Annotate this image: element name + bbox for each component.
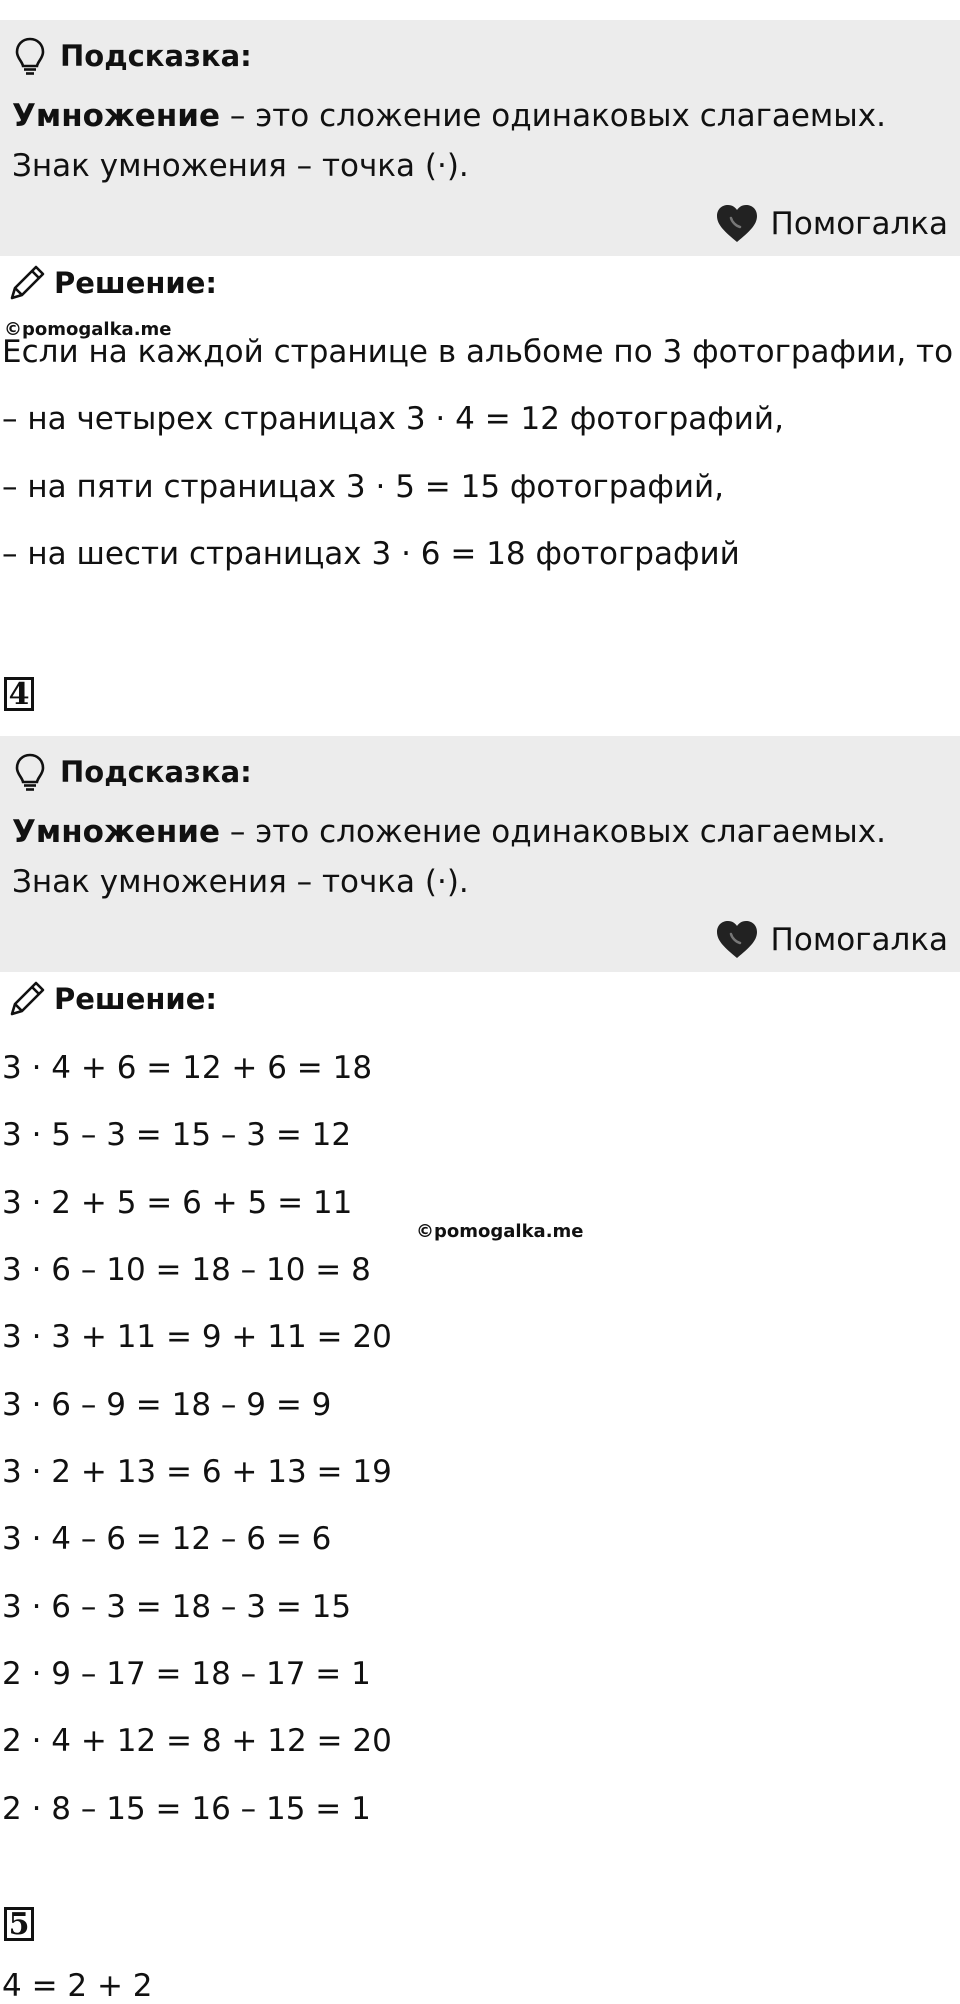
equation-line: 3 · 5 – 3 = 15 – 3 = 12 bbox=[2, 1117, 352, 1153]
solution-title: Решение: bbox=[54, 982, 218, 1016]
lightbulb-icon bbox=[14, 752, 46, 792]
brand-name: Помогалка bbox=[770, 922, 948, 958]
pencil-icon bbox=[6, 978, 48, 1020]
equation-line: 3 · 3 + 11 = 9 + 11 = 20 bbox=[2, 1319, 392, 1355]
solution-line: – на пяти страницах 3 · 5 = 15 фотографий, bbox=[2, 469, 725, 505]
equation-line: 3 · 4 – 6 = 12 – 6 = 6 bbox=[2, 1521, 332, 1557]
watermark: ©pomogalka.me bbox=[4, 319, 172, 340]
equation-line: 2 · 9 – 17 = 18 – 17 = 1 bbox=[2, 1656, 371, 1692]
hint-box bbox=[0, 20, 960, 256]
task-number: 5 bbox=[4, 1907, 34, 1941]
equation-line: 3 · 4 + 6 = 12 + 6 = 18 bbox=[2, 1050, 373, 1086]
solution-header bbox=[6, 262, 217, 304]
hint-term: Умножение bbox=[12, 814, 220, 850]
brand-tag bbox=[715, 204, 948, 244]
hint-definition-text: – это сложение одинаковых слагаемых. bbox=[220, 814, 886, 850]
heart-icon bbox=[715, 920, 759, 960]
equation-line: 4 = 2 + 2 bbox=[2, 1968, 153, 2004]
hint-box bbox=[0, 736, 960, 972]
equation-line: 3 · 2 + 5 = 6 + 5 = 11 bbox=[2, 1185, 353, 1221]
hint-header bbox=[14, 752, 252, 792]
heart-icon bbox=[715, 204, 759, 244]
hint-term: Умножение bbox=[12, 98, 220, 134]
hint-definition-text: – это сложение одинаковых слагаемых. bbox=[220, 98, 886, 134]
equation-line: 3 · 6 – 3 = 18 – 3 = 15 bbox=[2, 1589, 352, 1625]
brand-tag bbox=[715, 920, 948, 960]
solution-line: – на шести страницах 3 · 6 = 18 фотографий bbox=[2, 536, 740, 572]
lightbulb-icon bbox=[14, 36, 46, 76]
task-number: 4 bbox=[4, 677, 34, 711]
pencil-icon bbox=[6, 262, 48, 304]
solution-title: Решение: bbox=[54, 266, 218, 300]
hint-sign-note: Знак умножения – точка (·). bbox=[12, 864, 469, 900]
brand-name: Помогалка bbox=[770, 206, 948, 242]
equation-line: 3 · 2 + 13 = 6 + 13 = 19 bbox=[2, 1454, 392, 1490]
equation-line: 3 · 6 – 9 = 18 – 9 = 9 bbox=[2, 1387, 332, 1423]
watermark: ©pomogalka.me bbox=[416, 1221, 584, 1242]
equation-line: 3 · 6 – 10 = 18 – 10 = 8 bbox=[2, 1252, 371, 1288]
hint-title: Подсказка: bbox=[60, 39, 252, 73]
hint-title: Подсказка: bbox=[60, 755, 252, 789]
solution-line: – на четырех страницах 3 · 4 = 12 фотографий, bbox=[2, 401, 784, 437]
equation-line: 2 · 4 + 12 = 8 + 12 = 20 bbox=[2, 1723, 392, 1759]
solution-header bbox=[6, 978, 217, 1020]
hint-header bbox=[14, 36, 252, 76]
hint-sign-note: Знак умножения – точка (·). bbox=[12, 148, 469, 184]
solution-line: Если на каждой странице в альбоме по 3 фотографии, то bbox=[2, 334, 954, 370]
hint-definition bbox=[12, 98, 886, 134]
hint-definition bbox=[12, 814, 886, 850]
equation-line: 2 · 8 – 15 = 16 – 15 = 1 bbox=[2, 1791, 371, 1827]
